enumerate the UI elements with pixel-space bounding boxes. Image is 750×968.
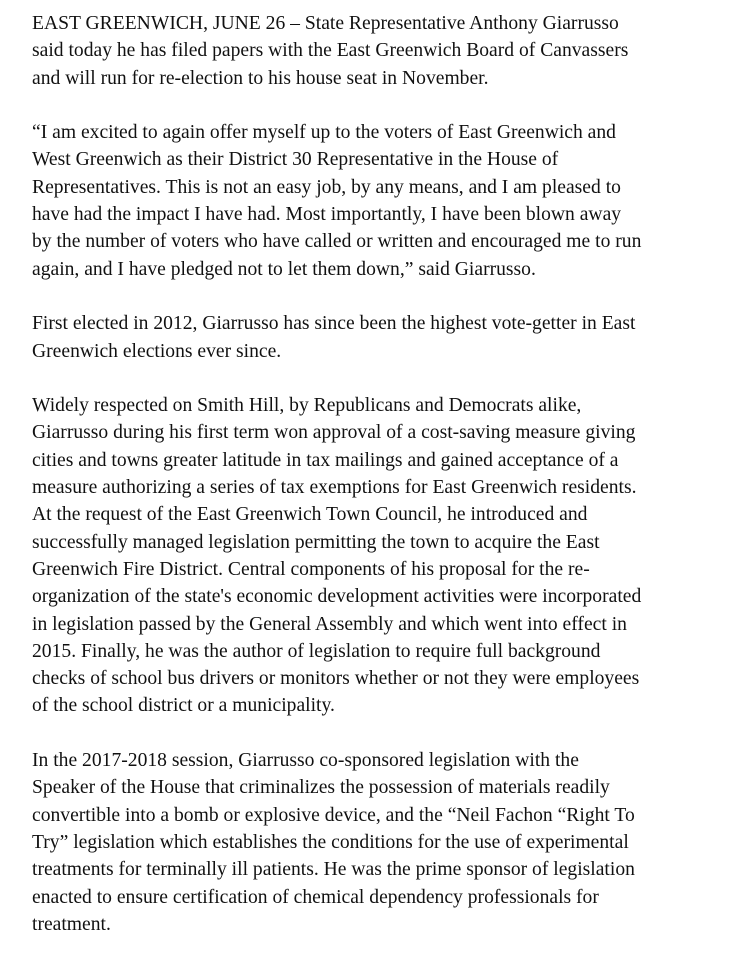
dateline-paragraph: EAST GREENWICH, JUNE 26 – State Representative Anthony Giarrusso said today he has filed papers with the East Greenwich Board of Canvassers and will run for re-election to his house seat in November. [32, 13, 629, 89]
legislative-record-paragraph: Widely respected on Smith Hill, by Republicans and Democrats alike, Giarrusso during his first term won approval of a cost-saving measure giving cities and towns greater latitude in tax mailings and gained acceptance of a measure authorizing a series of tax exemptions for East Greenwich residents. At the request of the East Greenwich Town Council, he introduced and successfully managed legislation permitting the town to acquire the East Greenwich Fire District. Central components of his proposal for the re- organization of the state's economic development activities were incorporated in legislation passed by the General Assembly and which went into effect in 2015. Finally, he was the author of legislation to require full background checks of school bus drivers or monitors whether or not they were employees of the school district or a municipality. [32, 395, 642, 717]
press-release-document [32, 10, 732, 938]
election-history-paragraph: First elected in 2012, Giarrusso has since been the highest vote-getter in East Greenwich elections ever since. [32, 313, 636, 362]
quote-paragraph: “I am excited to again offer myself up to the voters of East Greenwich and West Greenwich as their District 30 Representative in the House of Representatives. This is not an easy job, by any means, and I am pleased to have had the impact I have had. Most importantly, I have been blown away by the number of voters who have called or written and encouraged me to run again, and I have pledged not to let them down,” said Giarrusso. [32, 122, 642, 280]
session-legislation-paragraph: In the 2017-2018 session, Giarrusso co-sponsored legislation with the Speaker of the House that criminalizes the possession of materials readily convertible into a bomb or explosive device, and the “Neil Fachon “Right To Try” legislation which establishes the conditions for the use of experimental treatments for terminally ill patients. He was the prime sponsor of legislation enacted to ensure certification of chemical dependency professionals for treatment. [32, 750, 635, 935]
